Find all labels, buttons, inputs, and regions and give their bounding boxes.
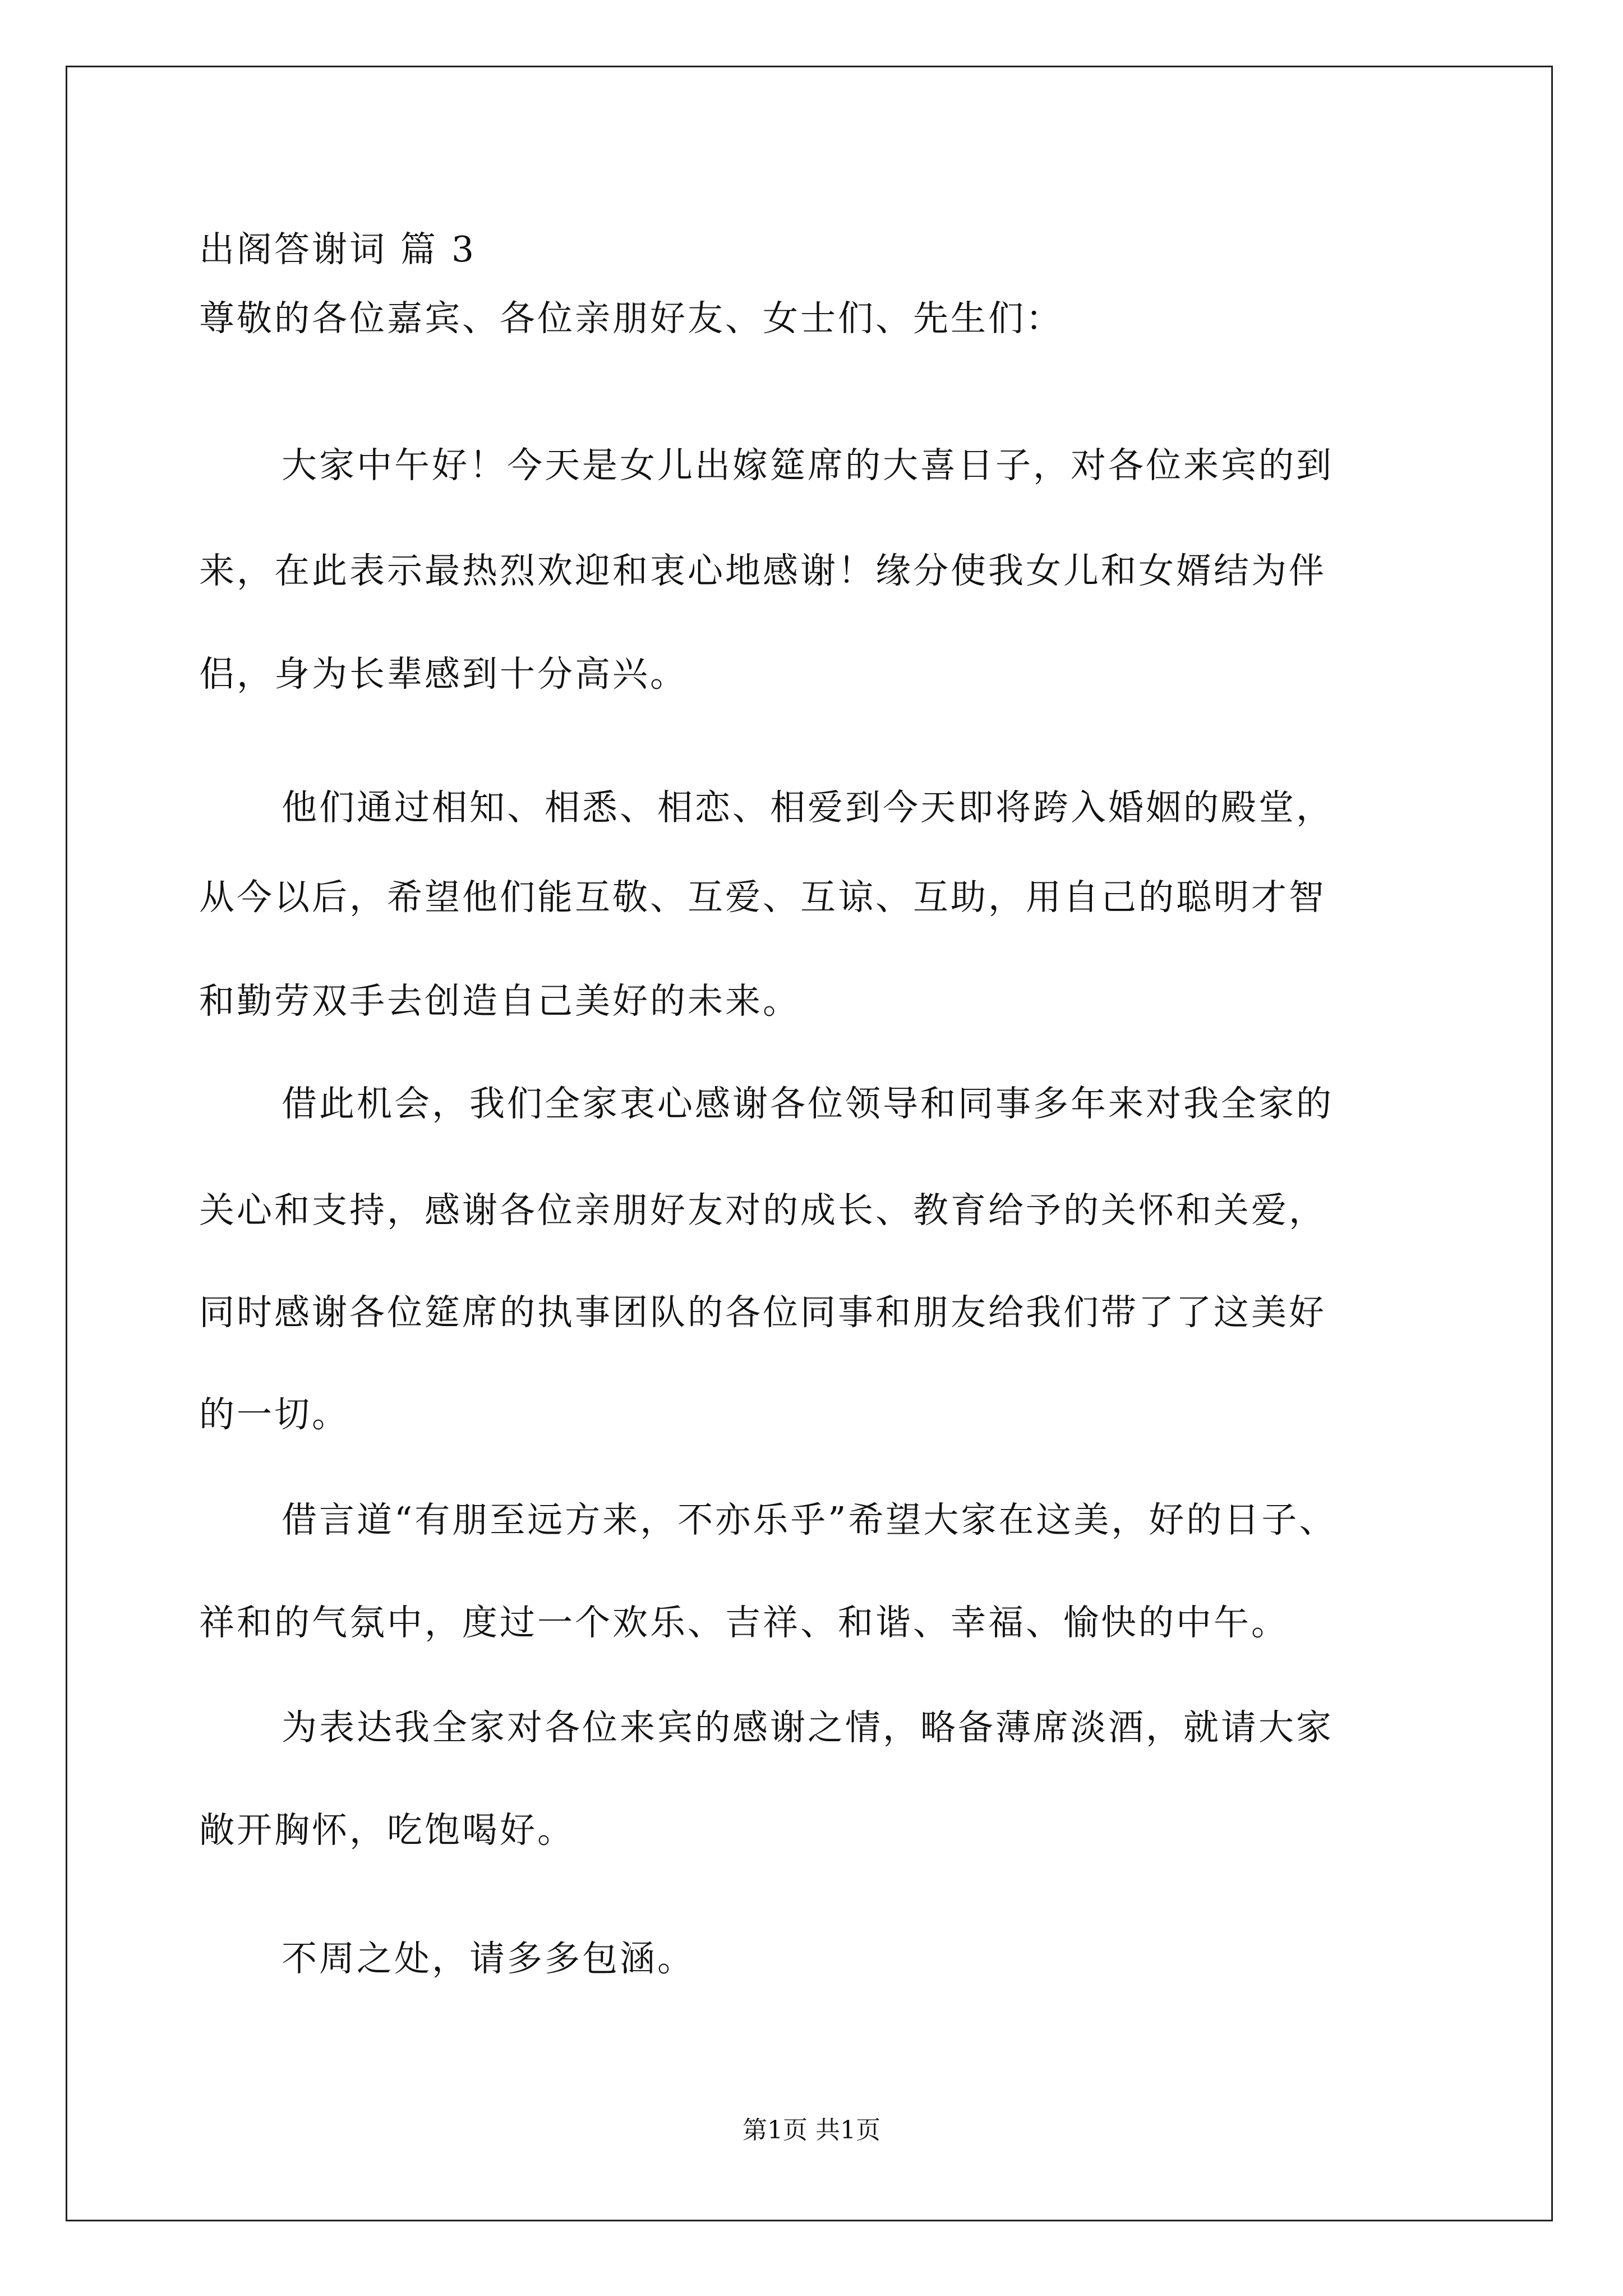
- paragraph-1-line-2: 来，在此表示最热烈欢迎和衷心地感谢！缘分使我女儿和女婿结为伴: [199, 550, 1326, 591]
- page-border: [66, 66, 1553, 2221]
- document-title: 出阁答谢词 篇 3: [199, 229, 477, 270]
- paragraph-1-line-3: 侣，身为长辈感到十分高兴。: [199, 654, 688, 694]
- paragraph-1-line-1: 大家中午好！今天是女儿出嫁筵席的大喜日子，对各位来宾的到: [282, 445, 1334, 486]
- salutation: 尊敬的各位嘉宾、各位亲朋好友、女士们、先生们：: [199, 298, 1063, 339]
- paragraph-2-line-3: 和勤劳双手去创造自己美好的未来。: [199, 981, 800, 1022]
- paragraph-4-line-1: 借言道“有朋至远方来，不亦乐乎”希望大家在这美，好的日子、: [282, 1499, 1337, 1540]
- paragraph-2-line-2: 从今以后，希望他们能互敬、互爱、互谅、互助，用自己的聪明才智: [199, 877, 1326, 918]
- paragraph-5-line-2: 敞开胸怀，吃饱喝好。: [199, 1810, 575, 1851]
- paragraph-3-line-4: 的一切。: [199, 1394, 349, 1435]
- paragraph-3-line-2: 关心和支持，感谢各位亲朋好友对的成长、教育给予的关怀和关爱，: [199, 1190, 1326, 1231]
- paragraph-3-line-3: 同时感谢各位筵席的执事团队的各位同事和朋友给我们带了了这美好: [199, 1292, 1326, 1333]
- paragraph-6-line-1: 不周之处，请多多包涵。: [282, 1938, 695, 1979]
- paragraph-2-line-1: 他们通过相知、相悉、相恋、相爱到今天即将跨入婚姻的殿堂，: [282, 787, 1334, 828]
- paragraph-3-line-1: 借此机会，我们全家衷心感谢各位领导和同事多年来对我全家的: [282, 1083, 1334, 1124]
- paragraph-4-line-2: 祥和的气氛中，度过一个欢乐、吉祥、和谐、幸福、愉快的中午。: [199, 1602, 1289, 1643]
- paragraph-5-line-1: 为表达我全家对各位来宾的感谢之情，略备薄席淡酒，就请大家: [282, 1707, 1334, 1748]
- page-number-footer: 第1页 共1页: [743, 2116, 880, 2145]
